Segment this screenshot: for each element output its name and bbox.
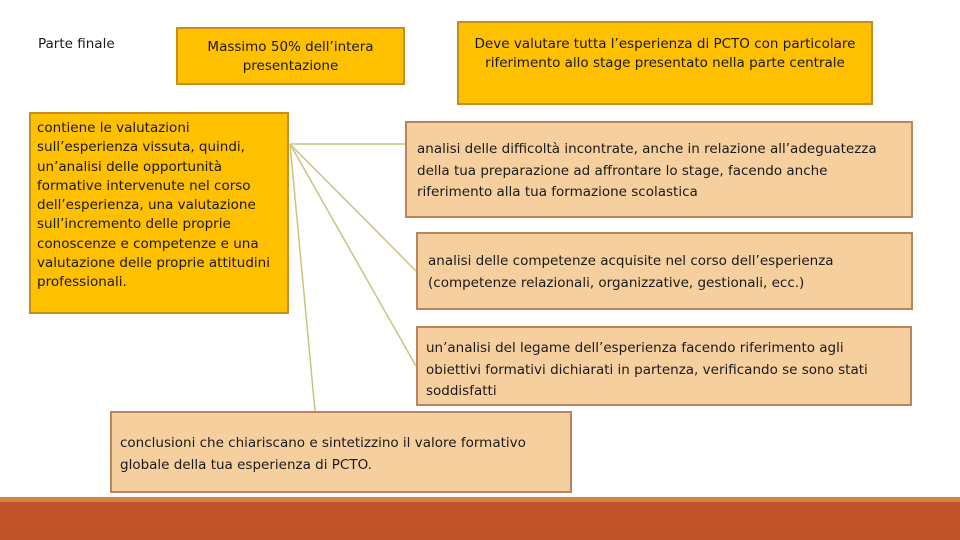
- connector-conclusions: [290, 144, 315, 411]
- evaluate-box: [457, 21, 873, 105]
- limit-text: Massimo 50% dell’intera presentazione: [207, 39, 374, 74]
- connector-competences: [290, 144, 416, 271]
- limit-box: [176, 27, 405, 85]
- connector-objectives: [290, 144, 416, 366]
- contents-text: contiene le valutazioni sull’esperienza vissuta, quindi, un’analisi delle opportunità formative intervenute nel corso dell’esperienza, una valutazione sull’incremento delle proprie conoscenze e competenze e una valutazione delle proprie attitudini professionali.: [37, 120, 270, 291]
- contents-box: [29, 112, 289, 314]
- footer-bar: [0, 497, 960, 540]
- objectives-box: [416, 326, 912, 406]
- objectives-text: un’analisi del legame dell’esperienza facendo riferimento agli obiettivi formativi dichiarati in partenza, verificando se sono stati soddisfatti: [426, 340, 868, 399]
- evaluate-text: Deve valutare tutta l’esperienza di PCTO con particolare riferimento allo stage presentato nella parte centrale: [474, 36, 856, 71]
- competences-text: analisi delle competenze acquisite nel corso dell’esperienza (competenze relazionali, organizzative, gestionali, ecc.): [428, 253, 834, 291]
- difficulties-box: [405, 121, 913, 218]
- section-label: Parte finale: [38, 36, 115, 52]
- conclusions-box: [110, 411, 572, 493]
- difficulties-text: analisi delle difficoltà incontrate, anche in relazione all’adeguatezza della tua preparazione ad affrontare lo stage, facendo anche riferimento alla tua formazione scolastica: [417, 141, 877, 200]
- footer-accent-line: [0, 497, 960, 502]
- conclusions-text: conclusioni che chiariscano e sintetizzino il valore formativo globale della tua esperienza di PCTO.: [120, 435, 526, 473]
- competences-box: [416, 232, 913, 310]
